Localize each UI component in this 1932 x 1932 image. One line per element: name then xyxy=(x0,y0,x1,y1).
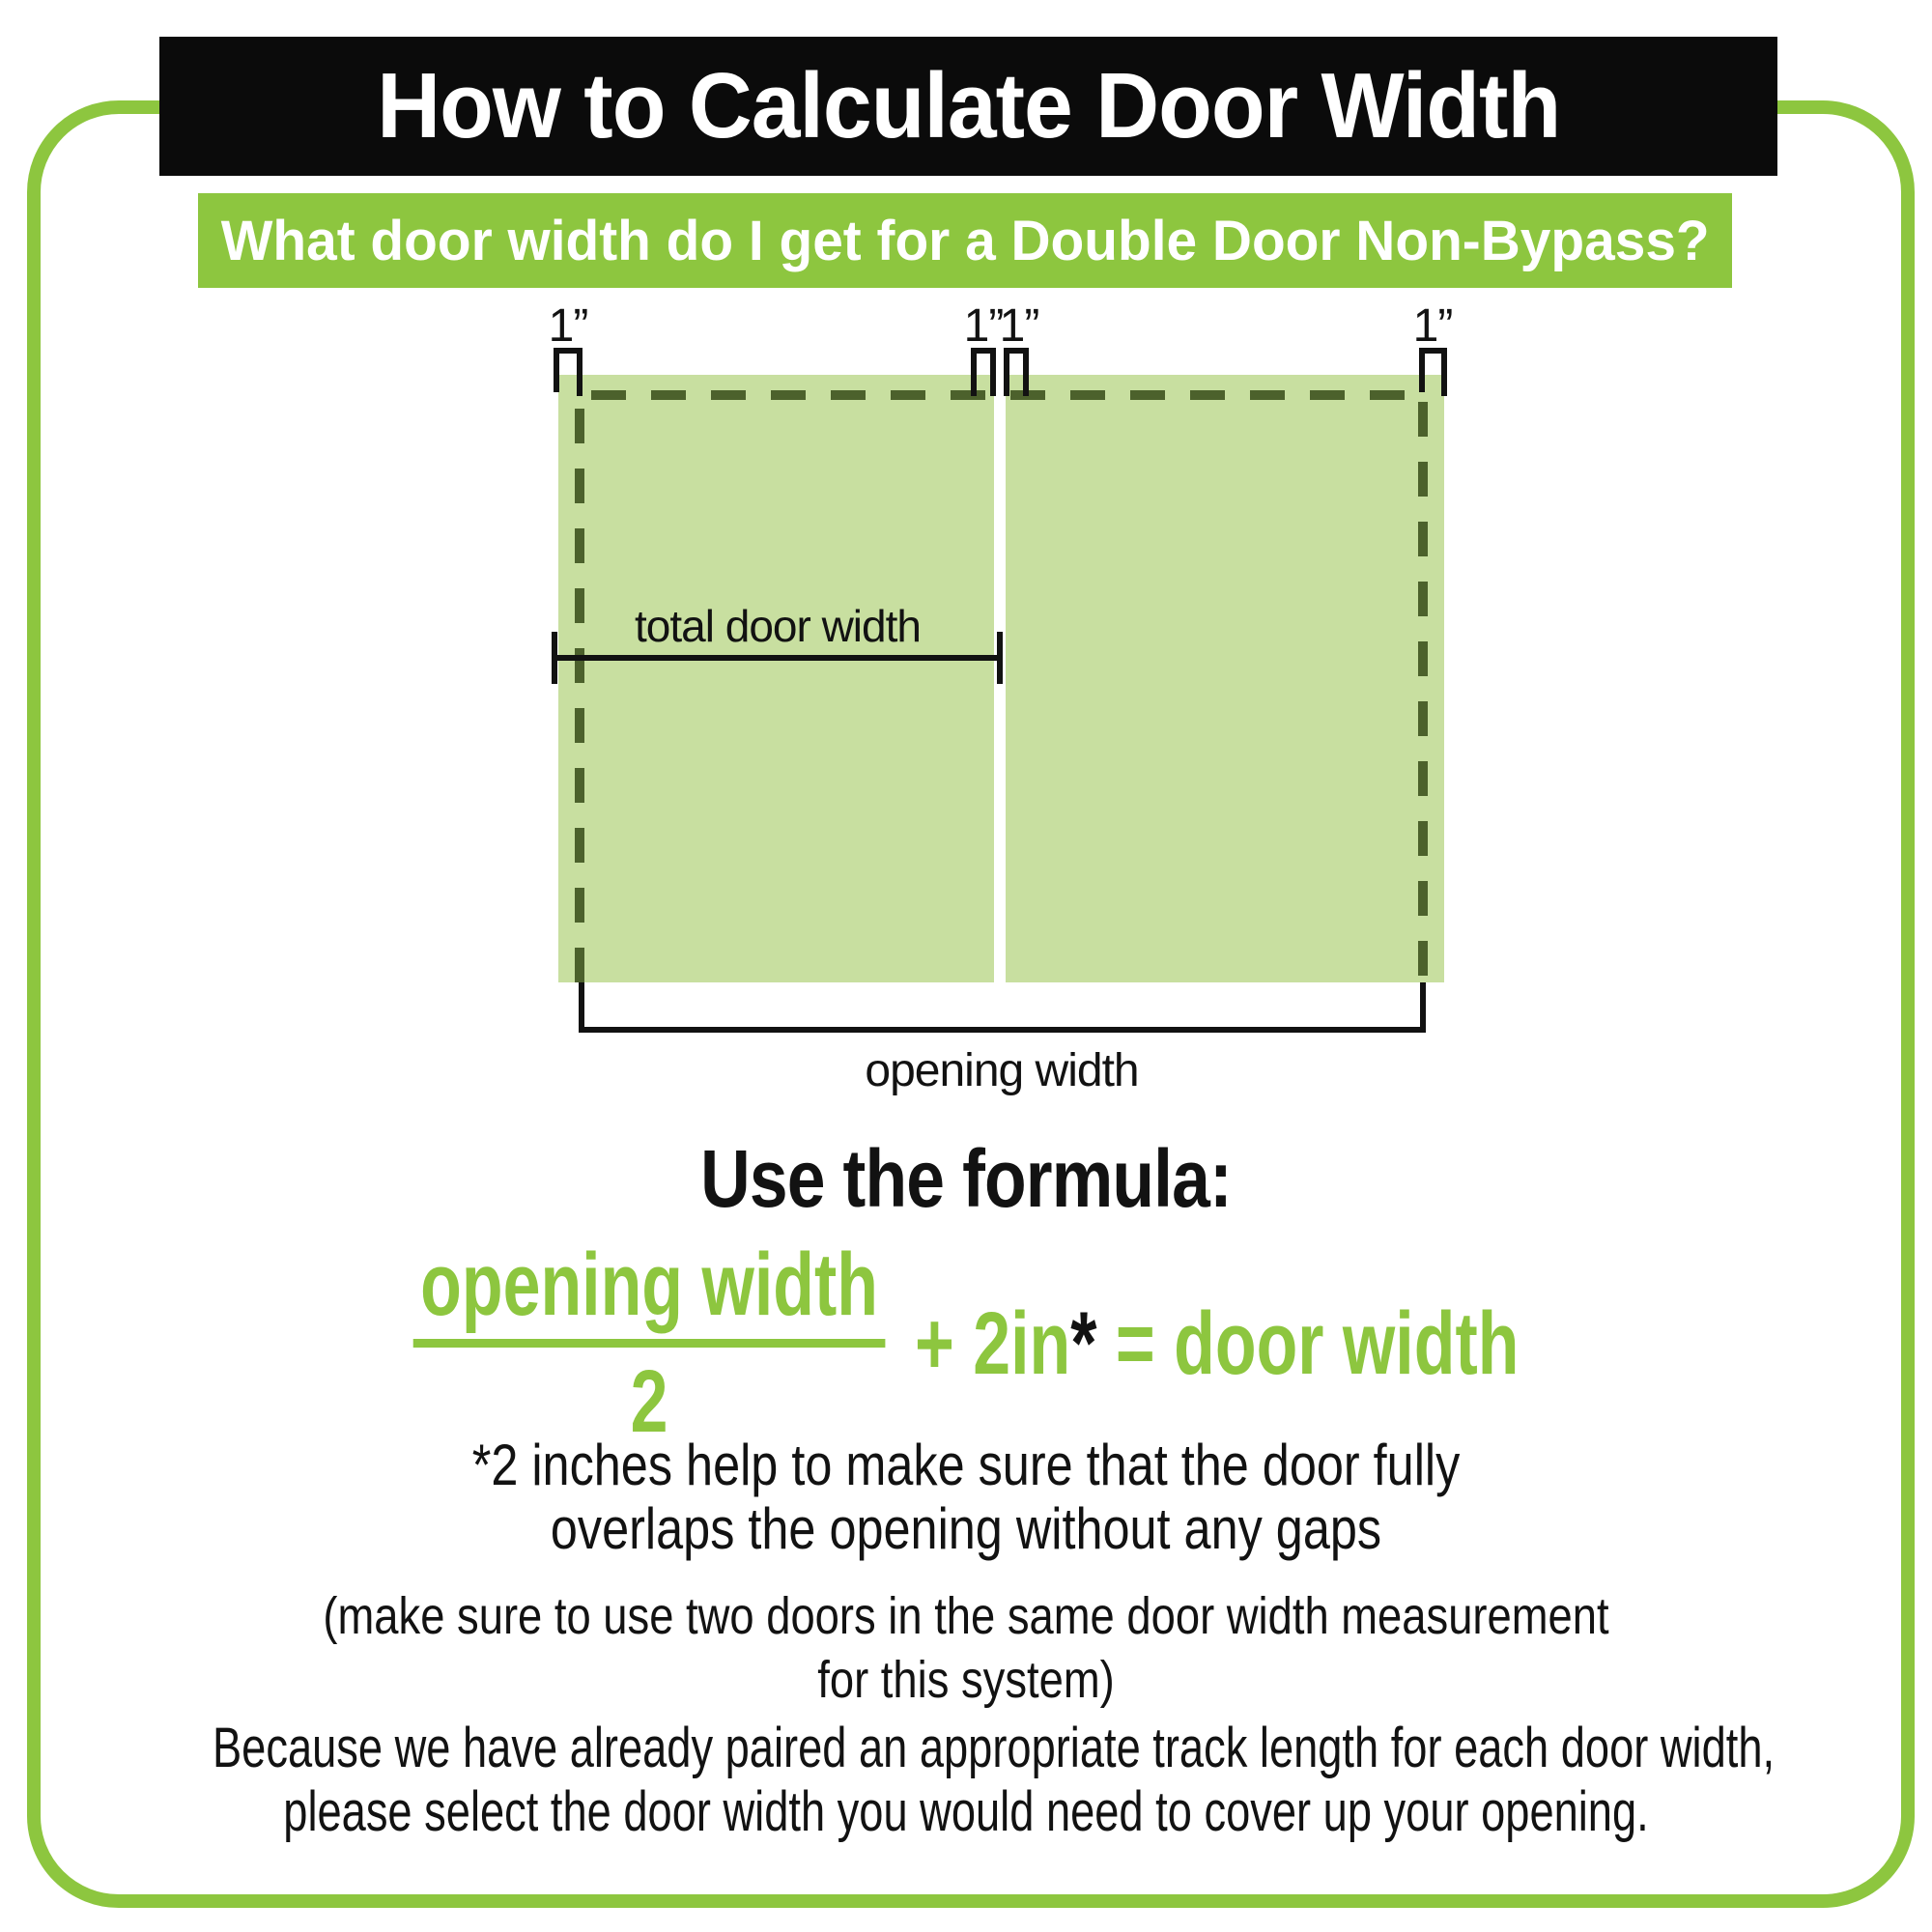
overhang-label-right: 1” xyxy=(1412,300,1453,352)
parenthetical-line-1: (make sure to use two doors in the same door width measurement xyxy=(323,1587,1609,1645)
left-door-panel xyxy=(558,375,994,982)
title-bar xyxy=(159,37,1777,176)
overhang-label-center-right: 1” xyxy=(999,300,1039,352)
overhang-label-center-left: 1” xyxy=(963,300,1004,352)
opening-width-label: opening width xyxy=(865,1045,1139,1096)
parenthetical-line-2: for this system) xyxy=(817,1651,1115,1709)
formula-numerator: opening width xyxy=(420,1236,878,1334)
formula-equals-term: = door width xyxy=(1096,1293,1520,1393)
formula-asterisk: * xyxy=(1070,1293,1097,1393)
page-title: How to Calculate Door Width xyxy=(377,54,1560,157)
opening-width-bracket xyxy=(582,982,1423,1030)
fraction-bar xyxy=(413,1339,886,1348)
footnote-line-2: overlaps the opening without any gaps xyxy=(550,1496,1382,1561)
formula-denominator: 2 xyxy=(630,1352,668,1451)
footnote-line-1: *2 inches help to make sure that the door fully xyxy=(471,1433,1461,1497)
closing-line-1: Because we have already paired an appropriate track length for each door width, xyxy=(213,1717,1776,1779)
closing-line-2: please select the door width you would need to cover up your opening. xyxy=(283,1780,1649,1843)
formula-phrase xyxy=(914,1293,1520,1393)
right-door-panel xyxy=(1006,375,1444,982)
door-diagram xyxy=(348,290,1604,1111)
formula-fraction xyxy=(413,1236,886,1451)
question-text: What door width do I get for a Double Door Non-Bypass? xyxy=(220,209,1710,272)
formula-row xyxy=(232,1236,1700,1451)
overhang-label-left: 1” xyxy=(548,300,588,352)
formula-heading: Use the formula: xyxy=(700,1133,1232,1224)
total-door-width-label: total door width xyxy=(635,601,921,651)
formula-plus-term: + 2in xyxy=(914,1293,1071,1393)
question-bar xyxy=(198,193,1732,288)
